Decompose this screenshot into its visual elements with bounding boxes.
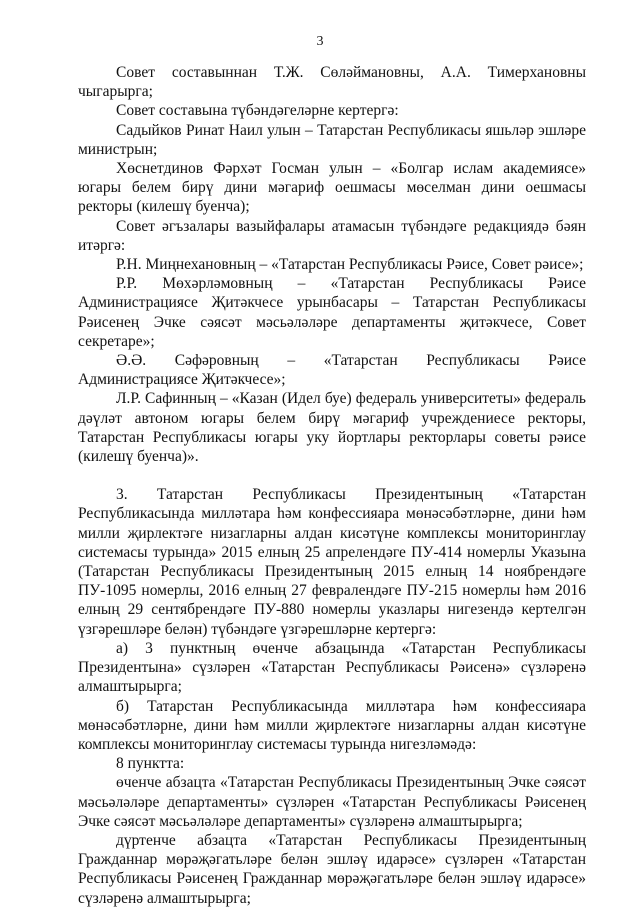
paragraph-14: өченче абзацта «Татарстан Республикасы Президентының Эчке сәясәт мәсьәләләре департаменты» сүзләрен «Татарстан Республикасы Рәисенең Эчке сәясәт мәсьәләләре департаменты» сүзләренә алмаштырырга; [78,774,586,830]
document-body [78,63,586,908]
paragraph-1: Совет составыннан Т.Ж. Сөләймановны, А.А. Тимерхановны чыгарырга; [78,64,586,101]
paragraph-15: дүртенче абзацта «Татарстан Республикасы Президентының Гражданнар мөрәҗәгатьләре белән эшләү идарәсе» сүзләрен «Татарстан Республикасы Рәисенең Гражданнар мөрәҗәгатьләре белән эшләү идарәсе» сүзләренә алмаштырырга; [78,831,586,907]
paragraph-5: Совет әгъзалары вазыйфалары атамасын түбәндәге редакциядә бәян итәргә: [78,217,586,254]
paragraph-13: 8 пунктта: [116,755,185,773]
paragraph-3: Садыйков Ринат Наил улын – Татарстан Республикасы яшьләр эшләре министрын; [78,121,586,158]
paragraph-10: 3. Татарстан Республикасы Президентының «Татарстан Республикасында милләтара һәм конфессияара мөнәсәбәтләрне, дини һәм милли җирлектәге низагларны алдан кисәтүне комплексы мониторинглау системасы турында» 2015 елның 25 апрелендәге ПУ-414 номерлы Указына (Татарстан Республикасы Президентының 2015 елның 14 ноябрендәге ПУ-1095 номерлы, 2016 елның 27 февралендәге ПУ-215 номерлы һәм 2016 елның 29 сентябрендәге ПУ-880 номерлы указлары нигезендә кертелгән үзгәрешләре белән) түбәндәге үзгәрешләрне кертергә: [78,486,586,638]
page-number: 3 [316,34,324,49]
paragraph-11: а) 3 пунктның өченче абзацында «Татарстан Республикасы Президентына» сүзләрен «Татарстан Республикасы Рәисенә» сүзләренә алмаштырырга; [78,639,586,696]
paragraph-2: Совет составына түбәндәгеләрне кертергә: [116,102,399,120]
paragraph-8: Ә.Ә. Сәфәровның – «Татарстан Республикасы Рәисе Администрациясе Җитәкчесе»; [78,352,586,389]
paragraph-6: Р.Н. Миңнехановның – «Татарстан Республикасы Рәисе, Совет рәисе»; [116,256,584,274]
paragraph-4: Хөснетдинов Фәрхәт Госман улын – «Болгар ислам академиясе» югары белем бирү дини мәгариф оешмасы мөселман дини оешмасы ректоры (килешү буенча); [78,160,586,216]
paragraph-9: Л.Р. Сафинның – «Казан (Идел буе) федераль университеты» федераль дәүләт автоном югары белем бирү мәгариф учреждениесе ректоры, Татарстан Республикасы югары уку йортлары ректорлары советы рәисе (килешү буенча)». [78,390,586,466]
paragraph-7: Р.Р. Мөхәрләмовның – «Татарстан Республикасы Рәисе Администрациясе Җитәкчесе урынбасары – Татарстан Республикасы Рәисенең Эчке сәясәт мәсьәләләре департаменты җитәкчесе, Совет секретаре»; [78,275,586,350]
paragraph-12: б) Татарстан Республикасында милләтара һәм конфессияара мөнәсәбәтләрне, дини һәм милли җирлектәге низагларны алдан кисәтүне комплексы мониторинглау системасы турында нигезләмәдә: [78,697,586,753]
